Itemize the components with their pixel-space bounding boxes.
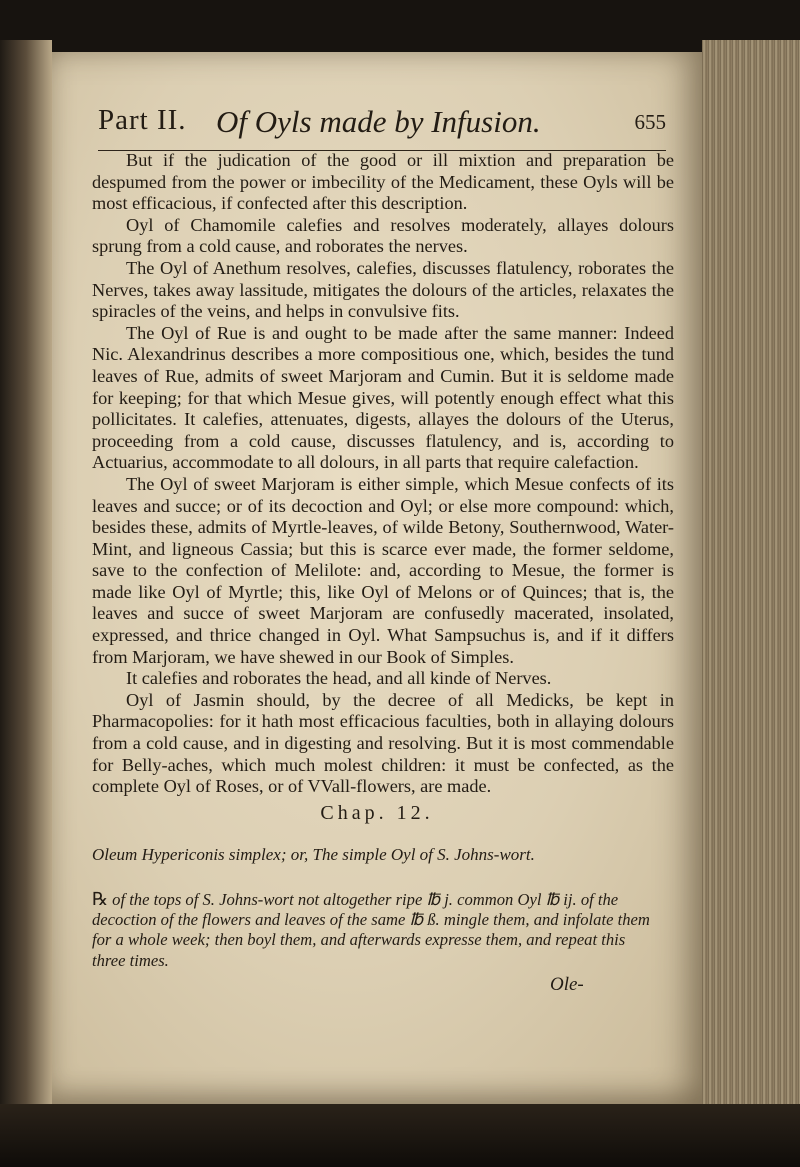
recipe-title: Oleum Hypericonis simplex; or, The simple Oyl of S. Johns-wort. bbox=[92, 845, 535, 864]
paragraph-anethum: The Oyl of Anethum resolves, calefies, discusses flatulency, roborates the Nerves, takes away lassitude, mitigates the dolours of the articles, relaxates the spiracles of the veins, and helps in convulsive fits. bbox=[92, 257, 674, 322]
recipe-symbol: ℞ bbox=[92, 889, 109, 909]
page-number: 655 bbox=[634, 110, 666, 134]
running-head-title: Of Oyls made by Infusion. bbox=[216, 104, 541, 139]
paragraph-chamomile: Oyl of Chamomile calefies and resolves moderately, allayes dolours sprung from a cold cause, and roborates the nerves. bbox=[92, 214, 674, 257]
recipe-text: of the tops of S. Johns-wort not altogether ripe ℔ j. common Oyl ℔ ij. of the decoction of the flowers and leaves of the same ℔ ß. mingle them, and infolate them for a whole week; then boyl them, and afterwards expresse them, and repeat this three times. bbox=[92, 890, 650, 970]
chapter-heading: Chap. 12. bbox=[320, 802, 434, 824]
paragraph-judication: But if the judication of the good or ill mixtion and preparation be despumed from the power or imbecility of the Medicament, these Oyls will be most efficacious, if confected after this description. bbox=[92, 150, 674, 214]
paragraph-head-nerves: It calefies and roborates the head, and all kinde of Nerves. bbox=[126, 668, 552, 689]
recipe bbox=[92, 889, 662, 971]
running-head bbox=[98, 104, 666, 151]
paragraph-marjoram: The Oyl of sweet Marjoram is either simple, which Mesue confects of its leaves and succe; or of its decoction and Oyl; or else more compound: which, besides these, admits of Myrtle-leaves, of wilde Betony, Southernwood, Water-Mint, and ligneous Cassia; but this is scarce ever made, the former seldome, save to the confection of Melilote: and, according to Mesue, the former is made like Oyl of Myrtle; this, like Oyl of Melons or of Quinces; that is, the leaves and succe of sweet Marjoram are confusedly macerated, insolated, expressed, and thrice changed in Oyl. What Sampsuchus is, and if it differs from Marjoram, we have shewed in our Book of Simples. bbox=[92, 473, 674, 667]
book-page bbox=[52, 52, 702, 1104]
left-page-edge bbox=[0, 40, 52, 1120]
paragraph-rue: The Oyl of Rue is and ought to be made after the same manner: Indeed Nic. Alexandrinus describes a more compositious one, which, besides the tund leaves of Rue, admits of sweet Marjoram and Cumin. But it is seldome made for keeping; for that which Mesue gives, will potently enough effect what this pollicitates. It calefies, attenuates, digests, allayes the dolours of the Uterus, proceeding from a cold cause, discusses flatulency, and is, according to Actuarius, accommodate to all dolours, in all parts that require calefaction. bbox=[92, 322, 674, 473]
catchword: Ole- bbox=[550, 974, 584, 995]
body-text bbox=[92, 150, 674, 798]
fore-edge bbox=[702, 40, 800, 1120]
paragraph-jasmin: Oyl of Jasmin should, by the decree of all Medicks, be kept in Pharmacopolies: for it hath most efficacious faculties, both in allaying dolours from a cold cause, and in digesting and resolving. But it is most commendable for Belly-aches, which much molest children: it must be confected, as the complete Oyl of Roses, or of VVall-flowers, are made. bbox=[92, 689, 674, 797]
bottom-shadow bbox=[0, 1104, 800, 1167]
running-head-part: Part II. bbox=[98, 104, 187, 136]
